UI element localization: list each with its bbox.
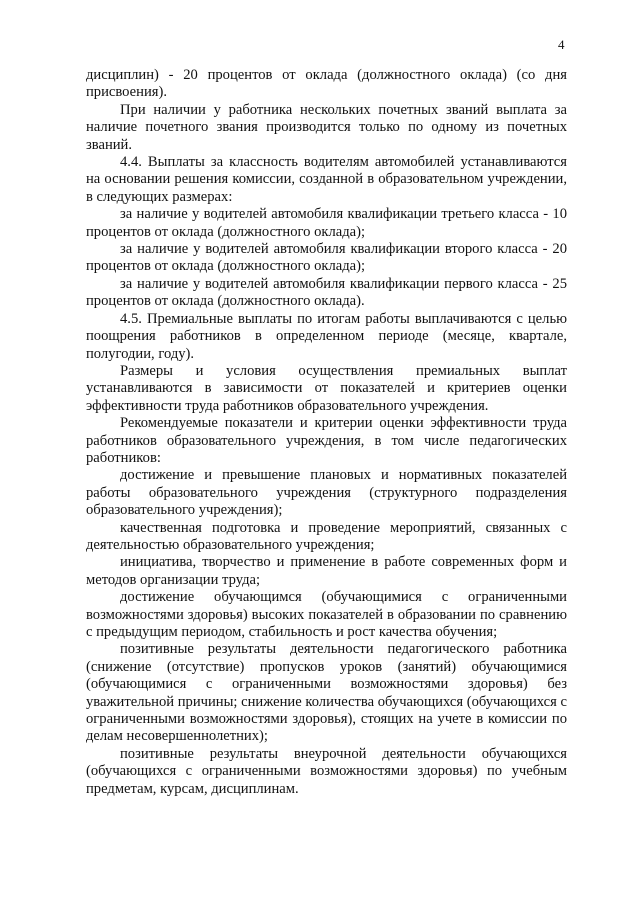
paragraph-11: качественная подготовка и проведение мероприятий, связанных с деятельностью образовательного учреждения; [86,519,567,553]
paragraph-7: 4.5. Премиальные выплаты по итогам работы выплачиваются с целью поощрения работников в определенном периоде (месяце, квартале, полугодии, году). [86,310,567,362]
paragraph-10: достижение и превышение плановых и нормативных показателей работы образовательного учреждения (структурного подразделения образовательного учреждения); [86,467,567,519]
paragraph-9: Рекомендуемые показатели и критерии оценки эффективности труда работников образовательного учреждения, в том числе педагогических работников: [86,415,567,466]
paragraph-4: за наличие у водителей автомобиля квалификации третьего класса - 10 процентов от оклада (должностного оклада); [86,206,567,240]
paragraph-3: 4.4. Выплаты за классность водителям автомобилей устанавливаются на основании решения комиссии, созданной в образовательном учреждении, в следующих размерах: [86,154,567,205]
document-body [86,67,567,798]
paragraph-13: достижение обучающимся (обучающимися с ограниченными возможностями здоровья) высоких показателей в образовании по сравнению с предыдущим периодом, стабильность и рост качества обучения; [86,589,567,640]
paragraph-15: позитивные результаты внеурочной деятельности обучающихся (обучающихся с ограниченными возможностями здоровья) по учебным предметам, курсам, дисциплинам. [86,745,567,797]
page-number: 4 [558,37,565,52]
paragraph-12: инициатива, творчество и применение в работе современных форм и методов организации труда; [86,554,567,588]
paragraph-14: позитивные результаты деятельности педагогического работника (снижение (отсутствие) пропусков уроков (занятий) обучающимися (обучающимися с ограниченными возможностями здоровья) без уважительной причины; снижение количества обучающихся (обучающихся с ограниченными возможностями здоровья), стоящих на учете в комиссии по делам несовершеннолетних); [86,641,567,745]
paragraph-6: за наличие у водителей автомобиля квалификации первого класса - 25 процентов от оклада (должностного оклада). [86,275,567,310]
paragraph-8: Размеры и условия осуществления премиальных выплат устанавливаются в зависимости от показателей и критериев оценки эффективности труда работников образовательного учреждения. [86,362,567,414]
paragraph-2: При наличии у работника нескольких почетных званий выплата за наличие почетного звания производится только по одному из почетных званий. [86,101,567,153]
paragraph-5: за наличие у водителей автомобиля квалификации второго класса - 20 процентов от оклада (должностного оклада); [86,241,567,275]
paragraph-1: дисциплин) - 20 процентов от оклада (должностного оклада) (со дня присвоения). [86,67,567,101]
